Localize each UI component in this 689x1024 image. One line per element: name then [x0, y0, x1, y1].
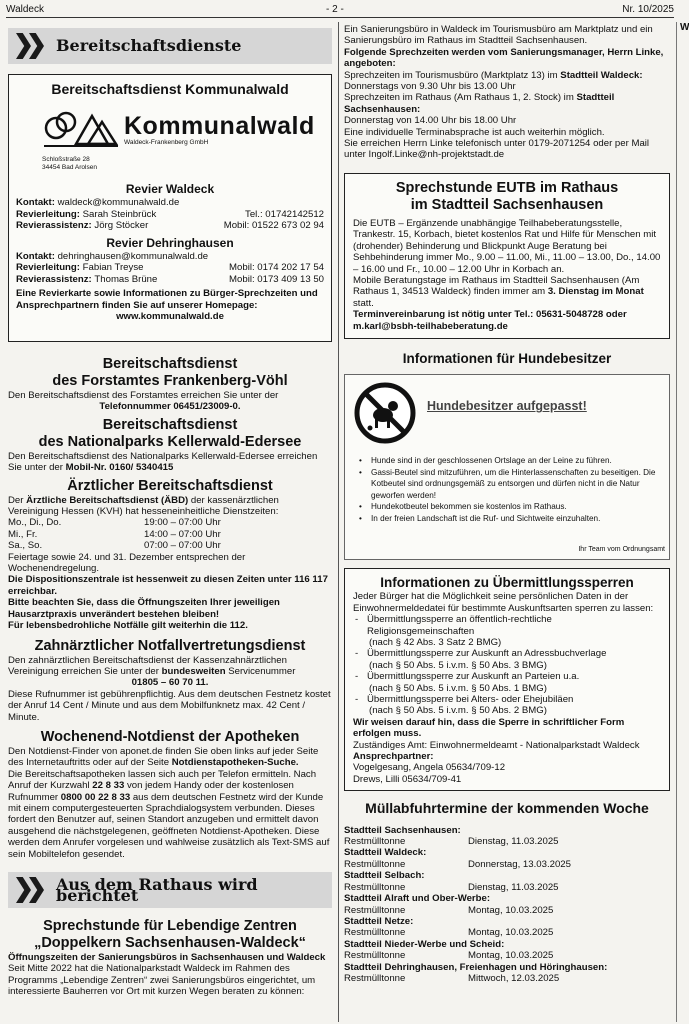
lz-bold: Öffnungszeiten der Sanierungsbüros in Sachsenhausen und Waldeck [8, 952, 326, 963]
ueb-item-law: (nach § 50 Abs. 5 i.v.m. § 50 Abs. 2 BMG) [369, 705, 547, 717]
kommunalwald-box [8, 74, 332, 342]
ueb-item-text: - Übermittlungssperre zur Auskunft an Adressbuchverlage [367, 648, 607, 660]
logo-subtitle: Waldeck-Frankenberg GmbH [124, 139, 209, 146]
nationalpark-text [8, 451, 332, 474]
list-item [344, 893, 670, 916]
page-header [6, 4, 674, 18]
homepage-note-line2: Ansprechpartnern finden Sie auf unserer Homepage: [16, 299, 258, 311]
hours-time: 14:00 – 07:00 Uhr [144, 528, 221, 540]
sanierung-waldeck [344, 70, 670, 81]
revier-waldeck-contact [16, 197, 324, 208]
arzt-dispo: Die Dispositionszentrale ist hessenweit zu diesen Zeiten unter 116 117 erreichbar. [8, 574, 328, 597]
list-item [367, 671, 661, 694]
muell-title: Müllabfuhrtermine der kommenden Woche [365, 800, 649, 817]
arzt-title: Ärztlicher Bereitschaftsdienst [67, 477, 273, 494]
banner-rathaus [8, 872, 332, 908]
eutb-box [344, 173, 670, 339]
revier-waldeck-leitung [16, 209, 324, 220]
muell-type: Restmülltonne [344, 858, 406, 870]
zahn-title: Zahnärztlicher Notfallvertretungsdienst [34, 637, 306, 654]
hunde-title: Informationen für Hundebesitzer [402, 350, 612, 366]
eutb-text2-post: statt. [353, 297, 374, 309]
nationalpark-title-2: des Nationalparks Kellerwald-Edersee [38, 433, 302, 450]
list-item [367, 648, 661, 671]
forstamt-title-1: Bereitschaftsdienst [102, 356, 238, 372]
chevron-icon [8, 872, 50, 908]
arzt-bitte: Bitte beachten Sie, dass die Öffnungszeiten Ihrer jeweiligen Hausarztpraxis unverändert bestehen bleiben! [8, 597, 280, 620]
header-town: Waldeck [6, 4, 44, 15]
address-city: 34454 Bad Arolsen [42, 164, 97, 171]
zahn-text-post: Servicenummer [228, 665, 296, 677]
column-divider [338, 22, 339, 1022]
banner-title: Aus dem Rathaus wird berichtet [56, 874, 258, 905]
sanierung-waldeck-text: Sprechzeiten im Tourismusbüro (Marktplatz 13) im [344, 69, 558, 81]
ueb-item-text: - Übermittlungssperre an öffentlich-rechtliche Religionsgemeinschaften [367, 614, 552, 637]
apotheken-p1-bold: Notdienstapotheken-Suche. [171, 757, 299, 769]
list-item [367, 694, 661, 717]
right-column [344, 24, 670, 984]
muell-type: Restmülltonne [344, 881, 406, 893]
ueb-hinweis: Wir weisen darauf hin, dass die Sperre in schriftlicher Form erfolgen muss. [353, 716, 625, 740]
header-issue: Nr. 10/2025 [622, 4, 674, 15]
ueb-person-2: Drews, Lilli 05634/709-41 [353, 773, 462, 785]
muell-date: Montag, 10.03.2025 [468, 950, 554, 962]
sanierung-waldeck-time: Donnerstags von 9.30 Uhr bis 13.00 Uhr [344, 81, 516, 93]
muell-type: Restmülltonne [344, 950, 406, 962]
assistenz-phone: Mobil: 0173 409 13 50 [229, 273, 324, 285]
header-rule [6, 17, 674, 18]
muell-date: Dienstag, 11.03.2025 [468, 836, 559, 848]
contact-email: waldeck@kommunalwald.de [57, 197, 180, 209]
apotheken-title: Wochenend-Notdienst der Apotheken [40, 728, 300, 745]
next-page-edge [676, 22, 689, 1022]
no-dog-fouling-icon [353, 381, 417, 445]
hunde-warning: Hundebesitzer aufgepasst! [427, 399, 587, 414]
header-page-number: - 2 - [326, 4, 344, 15]
arzt-intro-post: der kassenärztlichen Vereinigung Hessen (KVH) hat hesseneinheitliche Dienstzeiten: [8, 494, 279, 518]
forstamt-phone: Telefonnummer 06451/23009-0. [99, 401, 241, 413]
nationalpark-phone: Mobil-Nr. 0160/ 5340415 [65, 462, 174, 474]
muell-type: Restmülltonne [344, 904, 406, 916]
eutb-termin: Terminvereinbarung ist nötig unter Tel.: 05631-5048728 oder m.karl@bsbh-teilhabeberatung.de [353, 309, 627, 332]
zahn-info: Diese Rufnummer ist gebührenpflichtig. Aus dem deutschen Festnetz kostet der Anruf 14 Cent / Minute und aus dem Mobilfunknetz max. 42 Cent / Minute. [8, 688, 331, 723]
hunde-box [344, 374, 670, 560]
assistenz-label: Revierassistenz: [16, 273, 92, 285]
muell-stadtteil: Stadtteil Alraft und Ober-Werbe: [344, 893, 491, 905]
sanierung-cont-4: Eine individuelle Terminabsprache ist auch weiterhin möglich. [344, 126, 605, 138]
list-item [344, 847, 670, 870]
sanierung-sachs-text: Sprechzeiten im Rathaus (Am Rathaus 1, 2. Stock) im [344, 92, 574, 104]
revier-dehringhausen-title: Revier Dehringhausen [106, 235, 234, 250]
leitung-phone: Mobil: 0174 202 17 54 [229, 262, 324, 274]
leitung-name: Sarah Steinbrück [82, 208, 157, 220]
uebermittlung-box [344, 568, 670, 791]
sanierung-waldeck-bold: Stadtteil Waldeck: [560, 69, 643, 81]
muell-date: Montag, 10.03.2025 [468, 904, 554, 916]
arzt-intro-pre: Der [8, 494, 24, 506]
apotheken-p1-text: Den Notdienst-Finder von aponet.de finden Sie oben links auf jeder Seite des Internetauftritts oder auf der Seite [8, 745, 319, 769]
hours-days: Mo., Di., Do. [8, 517, 62, 529]
homepage-note [16, 288, 324, 311]
leitung-name: Fabian Treyse [82, 262, 144, 274]
list-item: • In der freien Landschaft ist die Ruf- und Sichtweite einzuhalten. [371, 513, 663, 525]
ueb-item-law: (nach § 50 Abs. 5 i.v.m. § 50 Abs. 3 BMG) [369, 659, 547, 671]
eutb-title-1: Sprechstunde EUTB im Rathaus [395, 179, 619, 196]
list-item [344, 916, 670, 939]
revier-dehr-assistenz [16, 274, 324, 285]
apotheken-kurzwahl: 22 8 33 [92, 780, 125, 792]
forstamt-section [8, 356, 332, 413]
muell-stadtteil: Stadtteil Sachsenhausen: [344, 824, 461, 836]
arzt-intro [8, 495, 332, 518]
lz-text: Seit Mitte 2022 hat die Nationalparkstadt Waldeck im Rahmen des Programms „Lebendige Zentren“ zwei Sanierungsbüros eingerichtet, um interessierte Bauherren vor Ort mit kurzen Wegen beraten zu können: [8, 963, 316, 998]
leitung-label: Revierleitung: [16, 208, 80, 220]
kommunalwald-logo [42, 108, 324, 152]
list-item [367, 614, 661, 648]
logo-name: Kommunalwald [124, 112, 315, 140]
muell-date: Dienstag, 11.03.2025 [468, 881, 559, 893]
apotheken-p2-post: aus dem deutschen Festnetz wird der Kunde mit einem computergesteuerten Sprachdialogsystem verbunden. Dieses fordert den Benutzer auf, seinen Standort anzugeben und ermittelt davon ausgehend die nächstgelegenen, geöffneten Notdienst-Apotheken. Diese werden dem Anrufer vorgelesen und wahlweise zusätzlich als Text-SMS auf sein Mobiltelefon gesendet. [8, 791, 330, 860]
leitung-phone: Tel.: 01742142512 [245, 208, 324, 220]
eutb-text2-pre: Mobile Beratungstage im Rathaus im Stadtteil Sachsenhausen (Am Rathaus 1, 34513 Waldeck) finden immer am [353, 274, 640, 298]
assistenz-name: Jörg Stöcker [94, 220, 149, 232]
muell-type: Restmülltonne [344, 927, 406, 939]
zahn-text-bold: bundesweiten [161, 665, 226, 677]
arzt-notfall: Für lebensbedrohliche Notfälle gilt weiterhin die 112. [8, 620, 248, 632]
ueb-intro: Jeder Bürger hat die Möglichkeit seine persönlichen Daten in der Einwohnermeldedatei für bestimmte Auskunftsarten sperren zu lassen: [353, 591, 654, 614]
ueb-ansprechpartner-label: Ansprechpartner: [353, 751, 434, 763]
assistenz-label: Revierassistenz: [16, 220, 92, 232]
revier-waldeck-assistenz [16, 220, 324, 231]
hunde-signature: Ihr Team vom Ordnungsamt [578, 545, 665, 553]
list-item [344, 962, 670, 985]
assistenz-phone: Mobil: 01522 673 02 94 [223, 220, 324, 232]
ueb-item-text: - Übermittlungssperre bei Alters- oder Ehejubiläen [367, 694, 574, 705]
muell-stadtteil: Stadtteil Netze: [344, 915, 414, 927]
eutb-text-2 [353, 275, 661, 309]
lebendige-zentren-section [8, 918, 332, 998]
nationalpark-title-1: Bereitschaftsdienst [102, 416, 238, 433]
eutb-text2-bold: 3. Dienstag im Monat [547, 286, 644, 298]
edge-letter: W [680, 22, 689, 33]
ueb-list [367, 614, 661, 717]
zahn-number: 01805 – 60 70 11. [131, 677, 209, 689]
forstamt-title-2: des Forstamtes Frankenberg-Vöhl [52, 373, 288, 389]
zahn-text-pre: Den zahnärztlichen Bereitschaftsdienst der Kassenzahnärztlichen Vereinigung erreichen Sie unter der [8, 654, 287, 677]
nationalpark-section [8, 417, 332, 474]
list-item: • Hundekotbeutel bekommen sie kostenlos im Rathaus. [371, 501, 663, 513]
forstamt-text: Den Bereitschaftsdienst des Forstamtes erreichen Sie unter der [8, 390, 279, 401]
hours-days: Sa., So. [8, 540, 43, 552]
hours-days: Mi., Fr. [8, 528, 38, 540]
eutb-text: Die EUTB – Ergänzende unabhängige Teilhabeberatungsstelle, Trankestr. 15, Korbach, bietet kostenlos Rat und Hilfe für Menschen mit (drohender) Behinderung und Blickpunkt Auge Beratung bei Sehbehinderung immer Mo., 9.00 – 11.00, Mi., 11.00 – 13.00, Do., 14.00 – 16.00 und Fr., 10.00 – 12.00 Uhr in Korbach an. [353, 217, 661, 275]
apotheken-p2-pre: Die Bereitschaftsapotheken lassen sich auch per Telefon ermitteln. Nach Anruf der Kurzwahl [8, 768, 317, 792]
address [42, 156, 324, 172]
ueb-person-1: Vogelgesang, Angela 05634/709-12 [353, 762, 506, 774]
kommunalwald-title: Bereitschaftsdienst Kommunalwald [51, 81, 289, 97]
eutb-title-2: im Stadtteil Sachsenhausen [410, 196, 604, 213]
zahn-text [8, 655, 332, 678]
sanierung-sachs-bold: Stadtteil Sachsenhausen: [344, 92, 615, 115]
banner-title: Bereitschaftsdienste [56, 36, 242, 56]
muell-date: Mittwoch, 12.03.2025 [468, 972, 560, 984]
contact-email: dehringhausen@kommunalwald.de [57, 251, 209, 263]
leitung-label: Revierleitung: [16, 262, 80, 274]
hours-time: 07:00 – 07:00 Uhr [144, 540, 221, 552]
assistenz-name: Thomas Brüne [94, 273, 158, 285]
ueb-title: Informationen zu Übermittlungssperren [380, 575, 634, 591]
homepage-note-line1: Eine Revierkarte sowie Informationen zu Bürger-Sprechzeiten und [16, 288, 318, 300]
revier-waldeck-title: Revier Waldeck [125, 182, 215, 196]
zahn-section [8, 638, 332, 723]
ueb-item-text: - Übermittlungssperre zur Auskunft an Parteien u.a. [367, 671, 580, 683]
apotheken-rufnummer: 0800 00 22 8 33 [60, 791, 131, 803]
muell-stadtteil: Stadtteil Dehringhausen, Freienhagen und Höringhausen: [344, 961, 608, 973]
muell-stadtteil: Stadtteil Waldeck: [344, 847, 427, 859]
apotheken-p1 [8, 746, 332, 769]
contact-label: Kontakt: [16, 251, 55, 263]
list-item [344, 825, 670, 848]
contact-label: Kontakt: [16, 197, 55, 209]
hours-time: 19:00 – 07:00 Uhr [144, 517, 221, 529]
ueb-item-law: (nach § 50 Abs. 5 i.v.m. § 50 Abs. 1 BMG) [369, 682, 547, 694]
muell-date: Montag, 10.03.2025 [468, 927, 554, 939]
arzt-hours [8, 517, 332, 551]
muell-type: Restmülltonne [344, 836, 406, 848]
list-item: • Gassi-Beutel sind mitzuführen, um die Hinterlassenschaften zu beseitigen. Die Kotbeutel sind ordnungsgemäß zu entsorgen und dürfen nicht in die Natur geworfen werden! [371, 467, 663, 502]
revier-dehr-leitung [16, 262, 324, 273]
address-street: Schloßstraße 28 [42, 156, 90, 163]
homepage-url[interactable]: www.kommunalwald.de [116, 311, 224, 323]
sanierung-cont-1: Ein Sanierungsbüro in Waldeck im Tourismusbüro am Marktplatz und ein Sanierungsbüro im Rathaus im Stadtteil Sachsenhausen. [344, 24, 653, 47]
ueb-amt: Zuständiges Amt: Einwohnermeldeamt - Nationalparkstadt Waldeck [353, 739, 640, 751]
apotheken-p2 [8, 769, 332, 860]
lz-title: Sprechstunde für Lebendige Zentren „Doppelkern Sachsenhausen-Waldeck“ [34, 918, 306, 951]
arzt-section [8, 478, 332, 632]
muell-type: Restmülltonne [344, 972, 406, 984]
revier-dehr-contact [16, 251, 324, 262]
list-item [344, 870, 670, 893]
sanierung-cont-5: Sie erreichen Herrn Linke telefonisch unter 0179-2071254 oder per Mail unter Ingolf.Linke@nh-projektstadt.de [344, 138, 650, 161]
muell-stadtteil: Stadtteil Selbach: [344, 870, 425, 882]
arzt-feiertage: Feiertage sowie 24. und 31. Dezember entsprechen der Wochenendregelung. [8, 551, 246, 575]
muell-list [344, 825, 670, 985]
tree-logo-icon [42, 110, 120, 150]
sanierung-sachs-time: Donnerstag von 14.00 Uhr bis 18.00 Uhr [344, 115, 517, 127]
apotheken-section [8, 729, 332, 860]
chevron-icon [8, 28, 50, 64]
sanierung-sachsenhausen [344, 92, 670, 115]
arzt-intro-bold: Ärztliche Bereitschaftsdienst (ÄBD) [26, 494, 189, 506]
hunde-list [371, 455, 663, 524]
apotheken-p2-mid: von jedem Handy oder der kostenlosen Rufnummer [8, 780, 294, 803]
muell-date: Donnerstag, 13.03.2025 [468, 858, 571, 870]
muell-stadtteil: Stadtteil Nieder-Werbe und Scheid: [344, 938, 505, 950]
banner-bereitschaftsdienste [8, 28, 332, 64]
left-column [8, 28, 332, 998]
nationalpark-text-body: Den Bereitschaftsdienst des Nationalparks Kellerwald-Edersee erreichen Sie unter der [8, 450, 318, 474]
list-item [344, 939, 670, 962]
ueb-item-law: (nach § 42 Abs. 3 Satz 2 BMG) [369, 636, 502, 648]
sanierung-cont-bold: Folgende Sprechzeiten werden vom Sanierungsmanager, Herrn Linke, angeboten: [344, 46, 664, 70]
list-item: • Hunde sind in der geschlossenen Ortslage an der Leine zu führen. [371, 455, 663, 467]
